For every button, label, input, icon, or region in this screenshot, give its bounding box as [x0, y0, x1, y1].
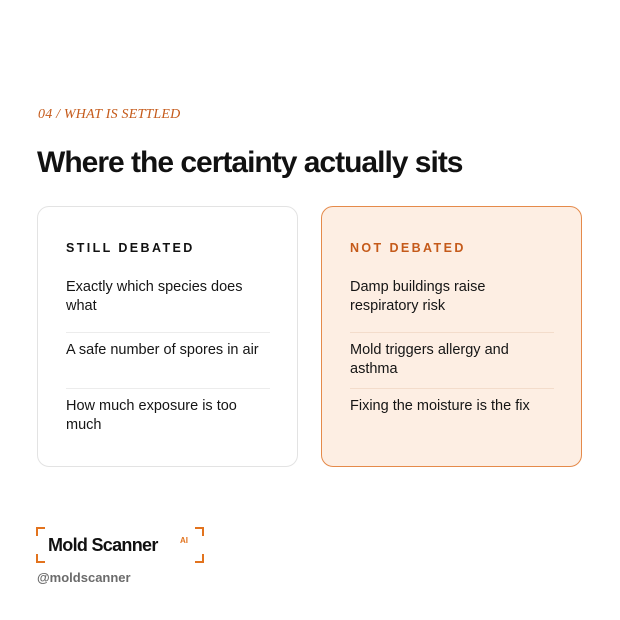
bracket-corner-icon [36, 554, 45, 563]
still-debated-list [66, 277, 270, 445]
list-item: A safe number of spores in air [66, 333, 270, 389]
bracket-corner-icon [195, 527, 204, 536]
bracket-corner-icon [36, 527, 45, 536]
page-title: Where the certainty actually sits [37, 146, 463, 179]
brand-logo [36, 527, 204, 563]
social-handle: @moldscanner [37, 570, 131, 585]
section-eyebrow: 04 / WHAT IS SETTLED [38, 107, 181, 122]
list-item: Damp buildings raise respiratory risk [350, 277, 554, 333]
list-item: Fixing the moisture is the fix [350, 398, 530, 414]
brand-ai-badge: AI [180, 536, 188, 545]
not-debated-heading: NOT DEBATED [350, 241, 466, 255]
list-item: How much exposure is too much [66, 398, 237, 433]
not-debated-card [321, 206, 582, 467]
still-debated-card [37, 206, 298, 467]
not-debated-list [350, 277, 554, 445]
brand-name: Mold Scanner [48, 535, 158, 555]
bracket-corner-icon [195, 554, 204, 563]
still-debated-heading: STILL DEBATED [66, 241, 195, 255]
list-item: Mold triggers allergy and asthma [350, 333, 554, 389]
list-item: Exactly which species does what [66, 277, 270, 333]
